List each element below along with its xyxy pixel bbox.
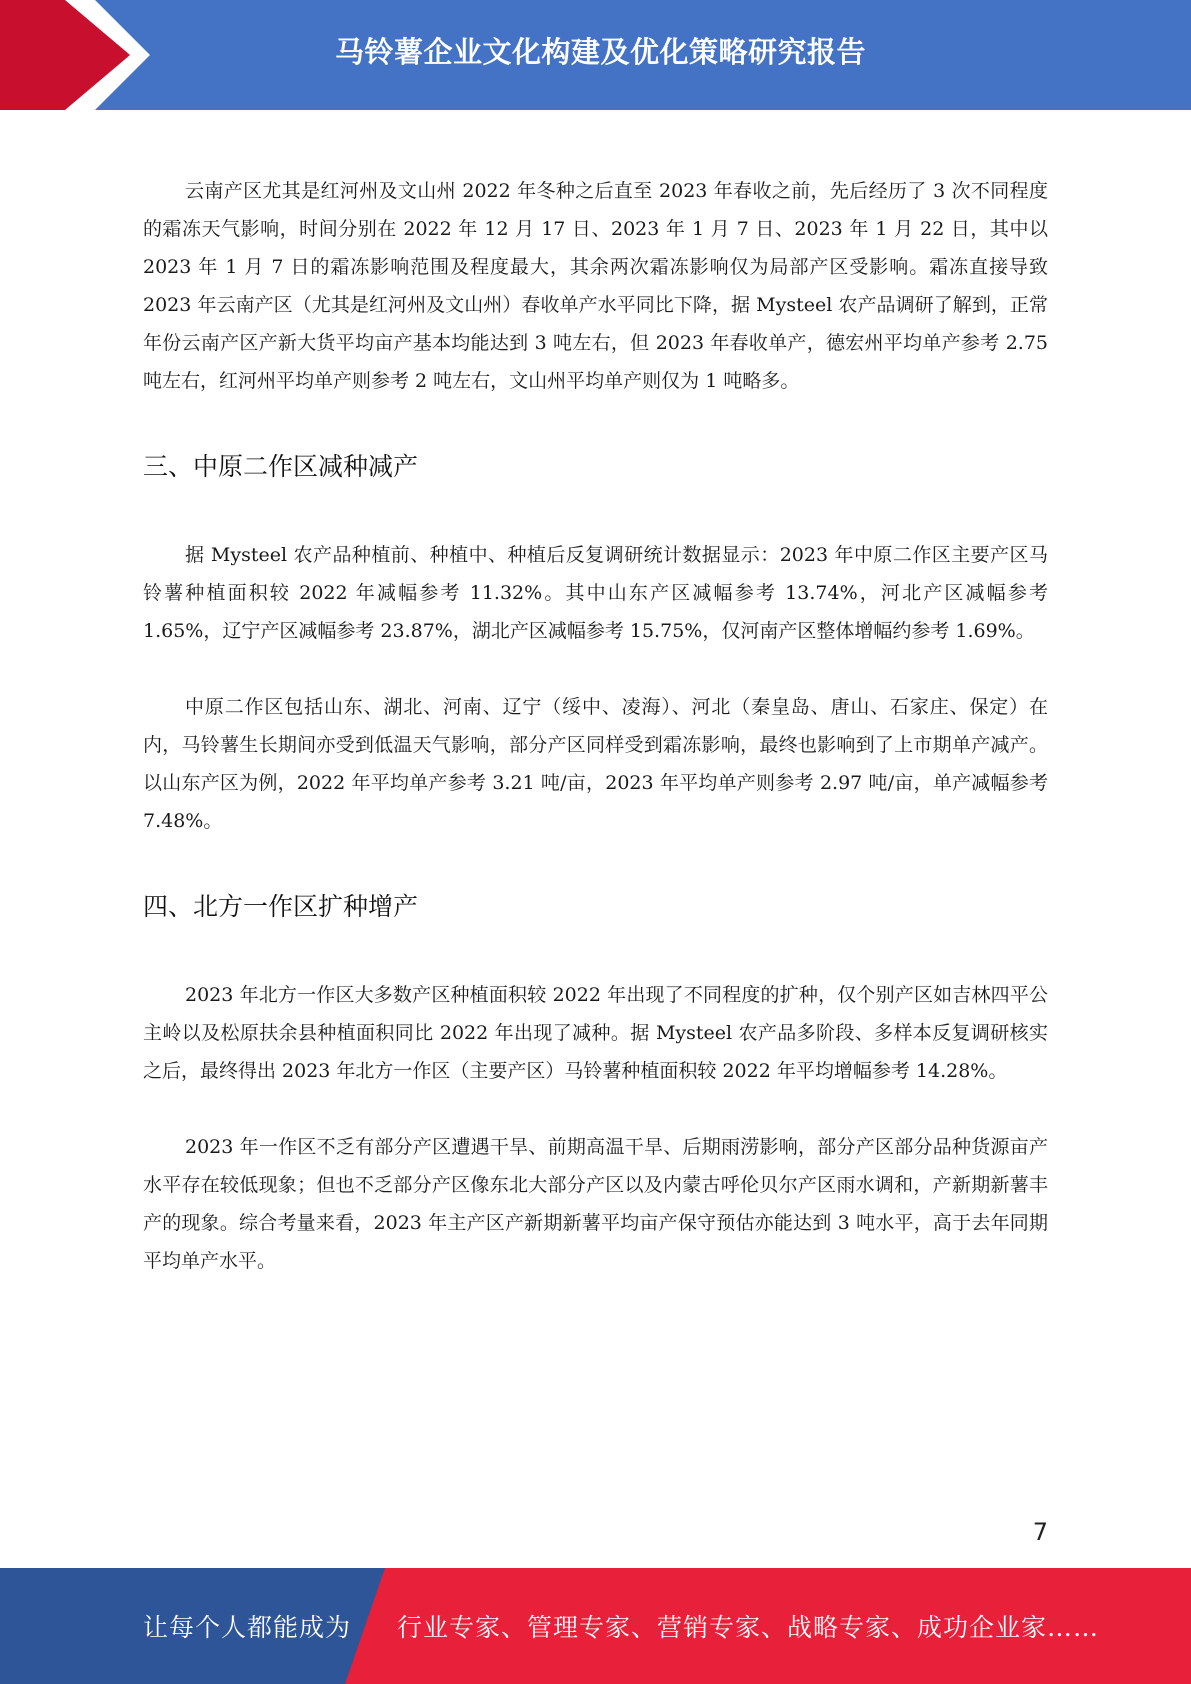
paragraph-north-yield: 2023 年一作区不乏有部分产区遭遇干旱、前期高温干旱、后期雨涝影响，部分产区部分品种货源亩产水平存在较低现象；但也不乏部分产区像东北大部分产区以及内蒙古呼伦贝尔产区雨水调和，产新期新薯丰产的现象。综合考量来看，2023 年主产区产新期新薯平均亩产保守预估亦能达到 3 吨水平，高于去年同期平均单产水平。 — [143, 1136, 1048, 1272]
paragraph-north-area: 2023 年北方一作区大多数产区种植面积较 2022 年出现了不同程度的扩种，仅个别产区如吉林四平公主岭以及松原扶余县种植面积同比 2022 年出现了减种。据 Mysteel 农产品多阶段、多样本反复调研核实之后，最终得出 2023 年北方一作区（主要产区）马铃薯种植面积较 2022 年平均增幅参考 14.28%。 — [143, 984, 1048, 1082]
section-heading-3: 三、中原二作区减种减产 — [143, 452, 419, 481]
page-header — [0, 0, 1191, 110]
footer-slogan-left: 让每个人都能成为 — [143, 1613, 352, 1642]
paragraph-central-plains-area: 据 Mysteel 农产品种植前、种植中、种植后反复调研统计数据显示：2023 年中原二作区主要产区马铃薯种植面积较 2022 年减幅参考 11.32%。其中山东产区减幅参考 13.74%，河北产区减幅参考 1.65%，辽宁产区减幅参考 23.87%，湖北产区减幅参考 15.75%，仅河南产区整体增幅约参考 1.69%。 — [143, 544, 1048, 642]
report-body — [143, 172, 1048, 1280]
paragraph-central-plains-yield: 中原二作区包括山东、湖北、河南、辽宁（绥中、凌海）、河北（秦皇岛、唐山、石家庄、保定）在内，马铃薯生长期间亦受到低温天气影响，部分产区同样受到霜冻影响，最终也影响到了上市期单产减产。以山东产区为例，2022 年平均单产参考 3.21 吨/亩，2023 年平均单产则参考 2.97 吨/亩，单产减幅参考 7.48%。 — [143, 696, 1048, 832]
page-number: 7 — [1032, 1518, 1048, 1546]
section-heading-4: 四、北方一作区扩种增产 — [143, 892, 419, 921]
report-title: 马铃薯企业文化构建及优化策略研究报告 — [334, 34, 866, 69]
footer-slogan-right: 行业专家、管理专家、营销专家、战略专家、成功企业家…… — [397, 1613, 1100, 1642]
paragraph-yunnan-frost: 云南产区尤其是红河州及文山州 2022 年冬种之后直至 2023 年春收之前，先后经历了 3 次不同程度的霜冻天气影响，时间分别在 2022 年 12 月 17 日、2023 年 1 月 7 日、2023 年 1 月 22 日，其中以 2023 年 1 月 7 日的霜冻影响范围及程度最大，其余两次霜冻影响仅为局部产区受影响。霜冻直接导致 2023 年云南产区（尤其是红河州及文山州）春收单产水平同比下降，据 Mysteel 农产品调研了解到，正常年份云南产区产新大货平均亩产基本均能达到 3 吨左右，但 2023 年春收单产，德宏州平均单产参考 2.75 吨左右，红河州平均单产则参考 2 吨左右，文山州平均单产则仅为 1 吨略多。 — [143, 180, 1048, 392]
page-footer — [0, 1568, 1191, 1684]
